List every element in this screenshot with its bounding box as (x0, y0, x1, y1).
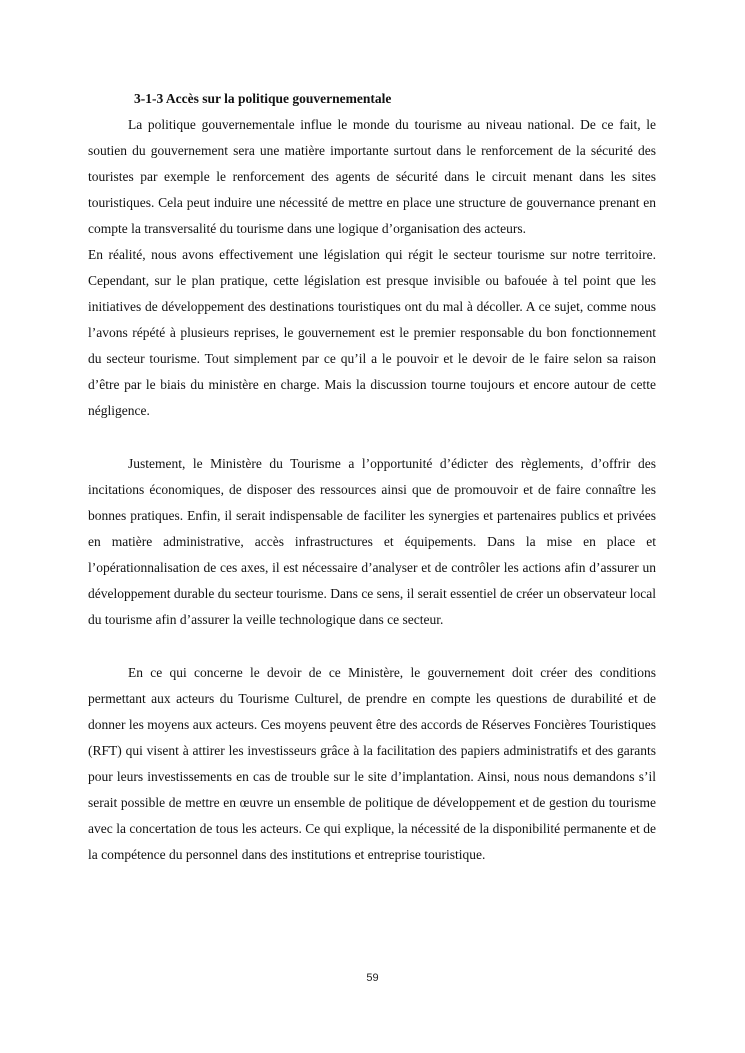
paragraph-legislation: En réalité, nous avons effectivement une législation qui régit le secteur tourisme sur notre territoire. Cependant, sur le plan pratique, cette législation est presque invisible ou bafouée à tel point que les initiatives de développement des destinations touristiques ont du mal à décoller. A ce sujet, comme nous l’avons répété à plusieurs reprises, le gouvernement est le premier responsable du bon fonctionnement du secteur tourisme. Tout simplement par ce qu’il a le pouvoir et le devoir de le faire selon sa raison d’être par le biais du ministère en charge. Mais la discussion tourne toujours et encore autour de cette négligence. (88, 247, 656, 418)
paragraph-ministry-opportunity: Justement, le Ministère du Tourisme a l’opportunité d’édicter des règlements, d’offrir des incitations économiques, de disposer des ressources ainsi que de promouvoir et de faire connaître les bonnes pratiques. Enfin, il serait indispensable de faciliter les synergies et partenaires publics et privées en matière administrative, accès infrastructures et équipements. Dans la mise en place et l’opérationnalisation de ces axes, il est nécessaire d’analyser et de contrôler les actions afin d’assurer un développement durable du secteur tourisme. Dans ce sens, il serait essentiel de créer un observateur local du tourisme afin d’assurer la veille technologique dans ce secteur. (88, 456, 656, 627)
document-page (88, 86, 656, 868)
page-number: 59 (366, 972, 379, 984)
paragraph-government-influence: La politique gouvernementale influe le monde du tourisme au niveau national. De ce fait, le soutien du gouvernement sera une matière importante surtout dans le renforcement de la sécurité des touristes par exemple le renforcement des agents de sécurité dans le circuit menant dans les sites touristiques. Cela peut induire une nécessité de mettre en place une structure de gouvernance prenant en compte la transversalité du tourisme dans une logique d’organisation des acteurs. (88, 117, 656, 236)
paragraph-ministry-duty: En ce qui concerne le devoir de ce Ministère, le gouvernement doit créer des conditions permettant aux acteurs du Tourisme Culturel, de prendre en compte les questions de durabilité et de donner les moyens aux acteurs. Ces moyens peuvent être des accords de Réserves Foncières Touristiques (RFT) qui visent à attirer les investisseurs grâce à la facilitation des papiers administratifs et des garants pour leurs investissements en cas de trouble sur le site d’implantation. Ainsi, nous nous demandons s’il serait possible de mettre en œuvre un ensemble de politique de développement et de gestion du tourisme avec la concertation de tous les acteurs. Ce qui explique, la nécessité de la disponibilité permanente et de la compétence du personnel dans des institutions et entreprise touristique. (88, 665, 656, 862)
section-heading: 3-1-3 Accès sur la politique gouvernementale (134, 91, 392, 106)
